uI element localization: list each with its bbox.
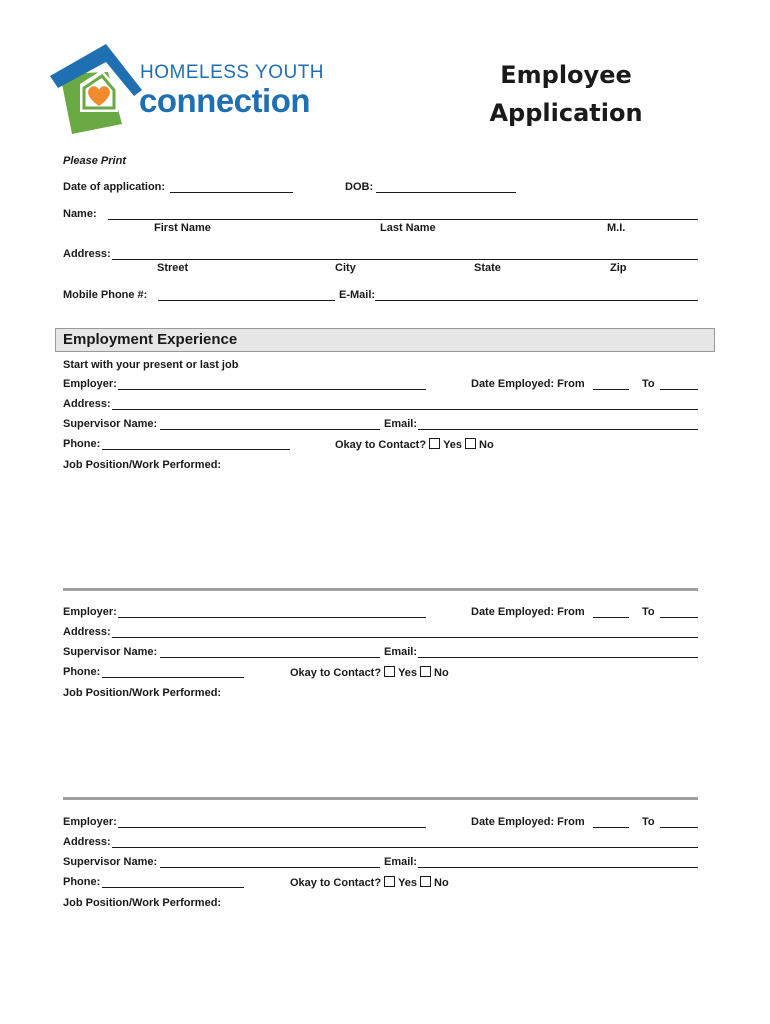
dob-label: DOB: bbox=[345, 181, 374, 193]
employer-label: Employer: bbox=[63, 816, 117, 828]
job-position-area-1[interactable] bbox=[63, 475, 698, 585]
date-to-field[interactable] bbox=[660, 617, 698, 618]
please-print-note: Please Print bbox=[63, 155, 126, 167]
no-label: No bbox=[479, 439, 494, 451]
job-email-label: Email: bbox=[384, 418, 418, 430]
mobile-phone-label: Mobile Phone #: bbox=[63, 289, 148, 301]
logo-line1: HOMELESS YOUTH bbox=[140, 62, 325, 83]
employer-field[interactable] bbox=[118, 389, 426, 390]
yes-label: Yes bbox=[443, 439, 463, 451]
supervisor-label: Supervisor Name: bbox=[63, 856, 158, 868]
employment-experience-header bbox=[55, 328, 715, 352]
job-address-field[interactable] bbox=[112, 637, 698, 638]
house-heart-icon bbox=[50, 42, 142, 137]
date-to-field[interactable] bbox=[660, 389, 698, 390]
last-name-caption: Last Name bbox=[380, 222, 436, 234]
supervisor-label: Supervisor Name: bbox=[63, 418, 158, 430]
date-from-field[interactable] bbox=[593, 389, 629, 390]
job-address-label: Address: bbox=[63, 398, 111, 410]
applicant-email-label: E-Mail: bbox=[339, 289, 376, 301]
section-title: Employment Experience bbox=[63, 331, 238, 348]
okay-to-contact bbox=[335, 438, 494, 451]
okay-to-contact-label: Okay to Contact? bbox=[290, 877, 382, 889]
job-phone-label: Phone: bbox=[63, 438, 101, 450]
state-caption: State bbox=[474, 262, 501, 274]
yes-checkbox[interactable] bbox=[429, 438, 440, 449]
job-email-field[interactable] bbox=[418, 657, 698, 658]
job-position-area-3[interactable] bbox=[63, 913, 698, 1003]
mobile-phone-field[interactable] bbox=[158, 300, 335, 301]
supervisor-field[interactable] bbox=[160, 867, 380, 868]
title-line2: Application bbox=[489, 99, 643, 127]
separator-1 bbox=[63, 588, 698, 591]
job-email-label: Email: bbox=[384, 856, 418, 868]
mi-caption: M.I. bbox=[607, 222, 626, 234]
city-caption: City bbox=[335, 262, 356, 274]
job-email-label: Email: bbox=[384, 646, 418, 658]
job-position-label: Job Position/Work Performed: bbox=[63, 459, 222, 471]
okay-to-contact bbox=[290, 666, 449, 679]
date-from-field[interactable] bbox=[593, 617, 629, 618]
okay-to-contact-label: Okay to Contact? bbox=[290, 667, 382, 679]
address-label: Address: bbox=[63, 248, 111, 260]
yes-checkbox[interactable] bbox=[384, 666, 395, 677]
to-label: To bbox=[642, 378, 655, 390]
date-of-application-field[interactable] bbox=[170, 192, 293, 193]
yes-checkbox[interactable] bbox=[384, 876, 395, 887]
employer-label: Employer: bbox=[63, 606, 117, 618]
page-title bbox=[456, 56, 676, 132]
name-field[interactable] bbox=[108, 219, 698, 220]
job-phone-field[interactable] bbox=[102, 677, 244, 678]
yes-label: Yes bbox=[398, 877, 418, 889]
employer-field[interactable] bbox=[118, 617, 426, 618]
no-label: No bbox=[434, 667, 449, 679]
address-field[interactable] bbox=[112, 259, 698, 260]
job-email-field[interactable] bbox=[418, 867, 698, 868]
date-employed-label: Date Employed: From bbox=[471, 378, 585, 390]
job-phone-label: Phone: bbox=[63, 876, 101, 888]
job-entry-1 bbox=[0, 378, 770, 478]
job-address-label: Address: bbox=[63, 836, 111, 848]
date-employed-label: Date Employed: From bbox=[471, 606, 585, 618]
job-position-label: Job Position/Work Performed: bbox=[63, 687, 222, 699]
okay-to-contact bbox=[290, 876, 449, 889]
no-checkbox[interactable] bbox=[465, 438, 476, 449]
no-checkbox[interactable] bbox=[420, 666, 431, 677]
employer-field[interactable] bbox=[118, 827, 426, 828]
to-label: To bbox=[642, 816, 655, 828]
supervisor-field[interactable] bbox=[160, 429, 380, 430]
title-line1: Employee bbox=[500, 61, 632, 89]
name-label: Name: bbox=[63, 208, 97, 220]
section-intro: Start with your present or last job bbox=[63, 359, 239, 371]
date-from-field[interactable] bbox=[593, 827, 629, 828]
logo-line2: connection bbox=[139, 82, 311, 119]
zip-caption: Zip bbox=[610, 262, 627, 274]
no-checkbox[interactable] bbox=[420, 876, 431, 887]
organization-logo bbox=[50, 42, 330, 137]
job-entry-3 bbox=[0, 816, 770, 916]
yes-label: Yes bbox=[398, 667, 418, 679]
date-to-field[interactable] bbox=[660, 827, 698, 828]
job-position-area-2[interactable] bbox=[63, 703, 698, 793]
street-caption: Street bbox=[157, 262, 189, 274]
date-of-application-label: Date of application: bbox=[63, 181, 166, 193]
job-phone-field[interactable] bbox=[102, 887, 244, 888]
supervisor-label: Supervisor Name: bbox=[63, 646, 158, 658]
job-address-field[interactable] bbox=[112, 847, 698, 848]
job-email-field[interactable] bbox=[418, 429, 698, 430]
first-name-caption: First Name bbox=[154, 222, 211, 234]
job-address-label: Address: bbox=[63, 626, 111, 638]
okay-to-contact-label: Okay to Contact? bbox=[335, 439, 427, 451]
employer-label: Employer: bbox=[63, 378, 117, 390]
job-phone-field[interactable] bbox=[102, 449, 290, 450]
job-entry-2 bbox=[0, 606, 770, 706]
separator-2 bbox=[63, 797, 698, 800]
job-address-field[interactable] bbox=[112, 409, 698, 410]
job-phone-label: Phone: bbox=[63, 666, 101, 678]
applicant-email-field[interactable] bbox=[375, 300, 698, 301]
job-position-label: Job Position/Work Performed: bbox=[63, 897, 222, 909]
date-employed-label: Date Employed: From bbox=[471, 816, 585, 828]
dob-field[interactable] bbox=[376, 192, 516, 193]
supervisor-field[interactable] bbox=[160, 657, 380, 658]
to-label: To bbox=[642, 606, 655, 618]
no-label: No bbox=[434, 877, 449, 889]
